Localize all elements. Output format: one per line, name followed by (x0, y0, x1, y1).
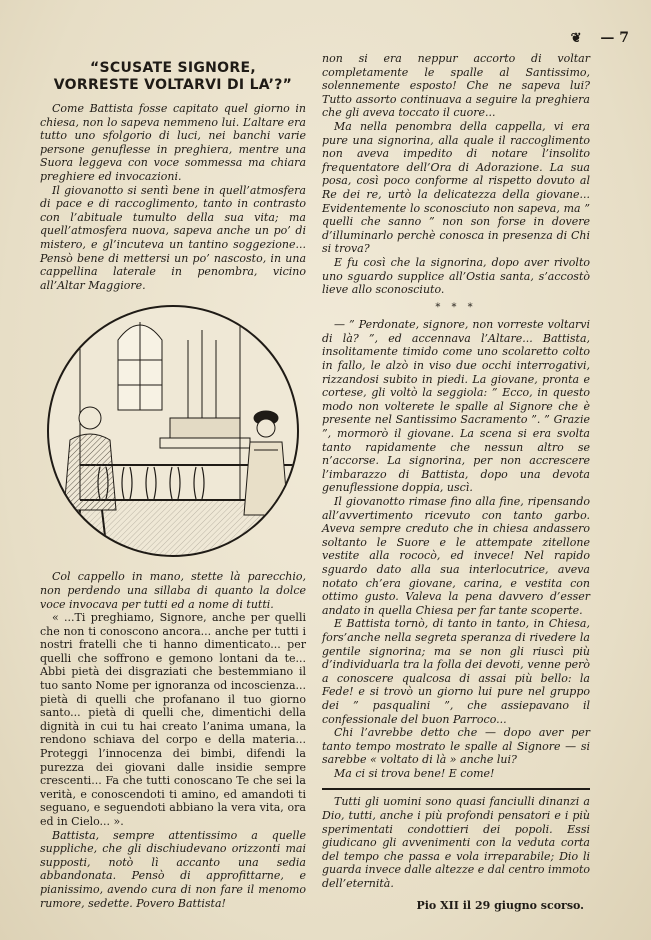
paragraph: non si era neppur accorto di voltar completamente le spalle al Santissimo, solennemente esposto! Che ne sapeva lui? Tutto assorto continuava a seguire la preghiera che gli aveva toccato il cuore... (322, 52, 590, 120)
paragraph: E Battista tornò, di tanto in tanto, in Chiesa, fors’anche nella segreta speranza di rivedere la gentile signorina; ma se non gli riuscì più d’individuarla tra la folla dei devoti, venne però a conoscere qualcosa di assai più bello: la Fede! e si trovò un giorno lui pure nel gruppo dei ” pasqualini ”, che assiepavano il confessionale del buon Parroco... (322, 617, 590, 726)
paragraph: Col cappello in mano, stette là parecchio, non perdendo una sillaba di quanto la dolce voce invocava per tutti ed a nome di tutti. (40, 570, 306, 611)
title-line-1: “SCUSATE SIGNORE, (90, 60, 256, 76)
quote-signature: Pio XII il 29 giugno scorso. (416, 898, 584, 912)
article-title (40, 60, 306, 94)
church-illustration (40, 300, 306, 562)
paragraph: — ” Perdonate, signore, non vorreste voltarvi di là? ”, ed accennava l’Altare... Battista, insolitamente timido come uno scolaretto colto in fallo, le alzò in viso due occhi interrogativi, rizzandosi subito in piedi. La giovane, pronta e cortese, gli voltò la seggiola: ” Ecco, in questo modo non volterete le spalle al Signore che è presente nel Santissimo Sacramento ”. ” Grazie ”, mormorò il giovane. La scena si era svolta tanto rapidamente che nessun altro se n’accorse. La signorina, per non accrescere l’imbarazzo di Battista, dopo una devota genuflessione doppia, uscì. (322, 318, 590, 495)
paragraph: E fu così che la signorina, dopo aver rivolto uno sguardo supplice all’Ostia santa, s’accostò lieve allo sconosciuto. (322, 255, 590, 297)
paragraph: Battista, sempre attentissimo a quelle suppliche, che gli dischiudevano orizzonti mai supposti, notò lì accanto una sedia abbandonata. Pensò di approfittarne, e pianissimo, avendo cura di non fare il menomo rumore, sedette. Povero Battista! (40, 828, 306, 910)
paragraph: Ma nella penombra della cappella, vi era pure una signorina, alla quale il raccoglimento non aveva impedito di notare l’insolito frequentatore dell’Ora di Adorazione. La sua posa, così poco conforme al rispetto dovuto al Re dei re, urtò la delicatezza della giovane... Evidentemente lo sconosciuto non sapeva, ma ” quelli che sanno ” non son forse in dovere d’illuminarlo perchè conosca in presenza di Chi si trova? (322, 119, 590, 256)
right-column (322, 52, 590, 912)
paragraph: Come Battista fosse capitato quel giorno in chiesa, non lo sapeva nemmeno lui. L’altare era tutto uno sfolgorio di luci, nei banchi varie persone genuflesse in preghiera, mentre una Suora leggeva con voce sommessa ma chiara preghiere ed invocazioni. (40, 102, 306, 183)
paragraph: Il giovanotto si sentì bene in quell’atmosfera di pace e di raccoglimento, tanto in contrasto con l’abituale tumulto della sua vita; ma quell’atmosfera nuova, sapeva anche un po’ di mistero, e gl’incuteva un tantino soggezione... Pensò bene di mettersi un po’ nascosto, in una cappellina laterale in penombra, vicino all’Altar Maggiore. (40, 183, 306, 292)
pope-quote: Tutti gli uomini sono quasi fanciulli dinanzi a Dio, tutti, anche i più profondi pensatori e i più sperimentati condottieri dei popoli. Essi giudicano gli avvenimenti con la veduta corta del tempo che passa e vola irreparabile; Dio li guarda invece dalle altezze e dal centro immoto dell’eternità. (322, 795, 590, 891)
prayer-paragraph: « ...Ti preghiamo, Signore, anche per quelli che non ti conoscono ancora... anche per tutti i nostri fratelli che ti hanno dimenticato... per quelli che soffrono e gemono lontani da te... Abbi pietà dei disgraziati che bestemmiano il tuo santo Nome per ignoranza od incoscienza... pietà di quelli che profanano il tuo giorno santo... pietà di quelli che, dimentichi della dignità in cui tu hai creato l’anima umana, la rendono schiava del corpo e della materia... Proteggi l’innocenza dei bimbi, difendi la purezza dei giovani dalle insidie sempre crescenti... Fa che tutti conoscano Te che sei la verità, e conoscendoti ti amino, ed amandoti ti seguano, e seguendoti abbiano la vera vita, ora ed in Cielo... ». (40, 611, 306, 828)
paragraph: Chi l’avrebbe detto che — dopo aver per tanto tempo mostrato le spalle al Signore — si sarebbe « voltato di là » anche lui? (322, 726, 590, 767)
page-number: — 7 (600, 30, 629, 46)
title-line-2: VORRESTE VOLTARVI DI LA’?” (53, 77, 293, 93)
section-separator: * * * (435, 301, 477, 313)
ornament-icon: ❦ (570, 31, 582, 46)
paragraph: Ma ci si trova bene! E come! (334, 766, 495, 780)
paragraph: Il giovanotto rimase fino alla fine, ripensando all’avvertimento ricevuto con tanto garbo. Aveva sempre creduto che in chiesa andassero soltanto le Suore e le attempate zitellone vestite alla rococò, ed invece! Nel rapido sguardo dato alla sua interlocutrice, aveva notato ch’era giovane, carina, e vestita con ottimo gusto. Valeva la pena davvero d’esser andato in quella Chiesa per far tante scoperte. (322, 495, 590, 617)
left-column (40, 56, 306, 910)
pope-quote-box (322, 788, 590, 912)
page-number-area (571, 30, 629, 46)
